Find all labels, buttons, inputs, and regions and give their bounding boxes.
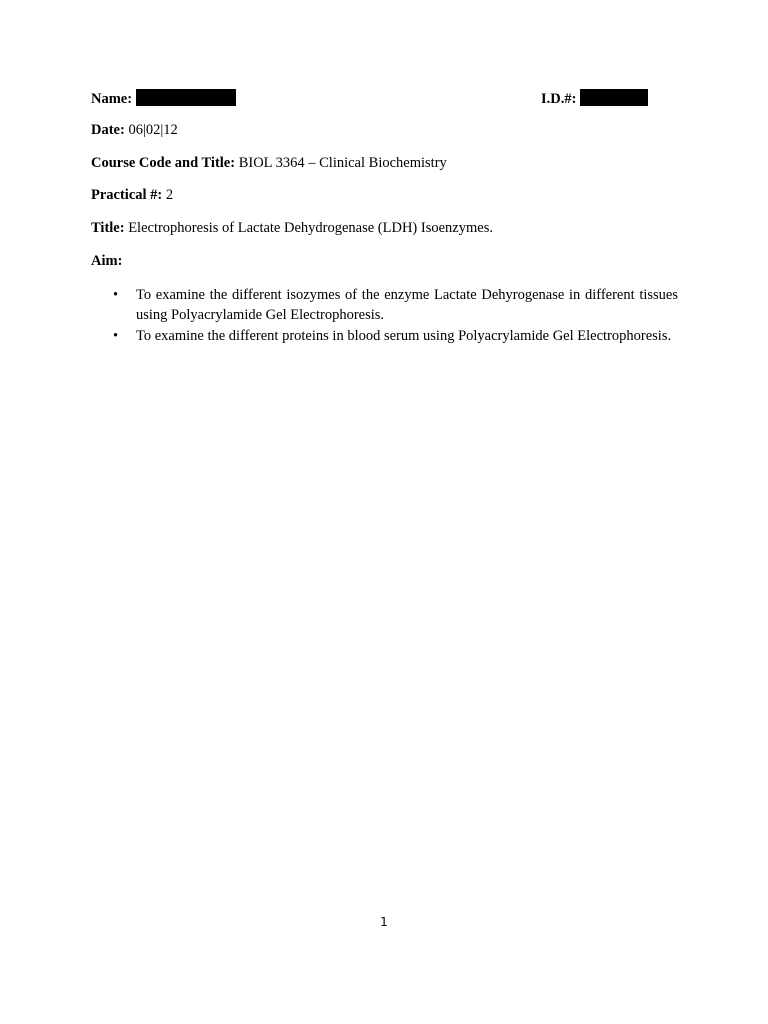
practical-label: Practical #: [91, 187, 163, 203]
course-label: Course Code and Title: [91, 155, 236, 171]
course-value: BIOL 3364 – Clinical Biochemistry [238, 155, 447, 171]
bullet-icon: • [113, 328, 119, 344]
id-row [541, 89, 648, 108]
title-row [91, 219, 493, 237]
date-row [91, 121, 178, 139]
aim-list [91, 285, 678, 347]
aim-heading [91, 252, 122, 270]
date-value: 06|02|12 [128, 122, 178, 138]
page-number: 1 [380, 915, 388, 929]
aim-item-text: To examine the different isozymes of the enzyme Lactate Dehyrogenase in different tissues using Polyacrylamide Gel Electrophoresis. [136, 287, 678, 323]
aim-item-1 [91, 285, 678, 325]
aim-item-text: To examine the different proteins in blood serum using Polyacrylamide Gel Electrophoresis. [136, 328, 672, 344]
aim-label: Aim: [91, 253, 123, 269]
id-redaction-bar [580, 89, 648, 106]
date-label: Date: [91, 122, 125, 138]
name-label: Name: [91, 91, 133, 107]
practical-row [91, 186, 173, 204]
aim-item-2 [91, 326, 678, 346]
bullet-icon: • [113, 287, 119, 303]
practical-value: 2 [165, 187, 174, 203]
course-row [91, 154, 447, 172]
name-row [91, 89, 236, 108]
title-label: Title: [91, 220, 125, 236]
name-redaction-bar [136, 89, 236, 106]
id-label: I.D.#: [541, 91, 577, 107]
title-value: Electrophoresis of Lactate Dehydrogenase (LDH) Isoenzymes. [128, 220, 493, 236]
